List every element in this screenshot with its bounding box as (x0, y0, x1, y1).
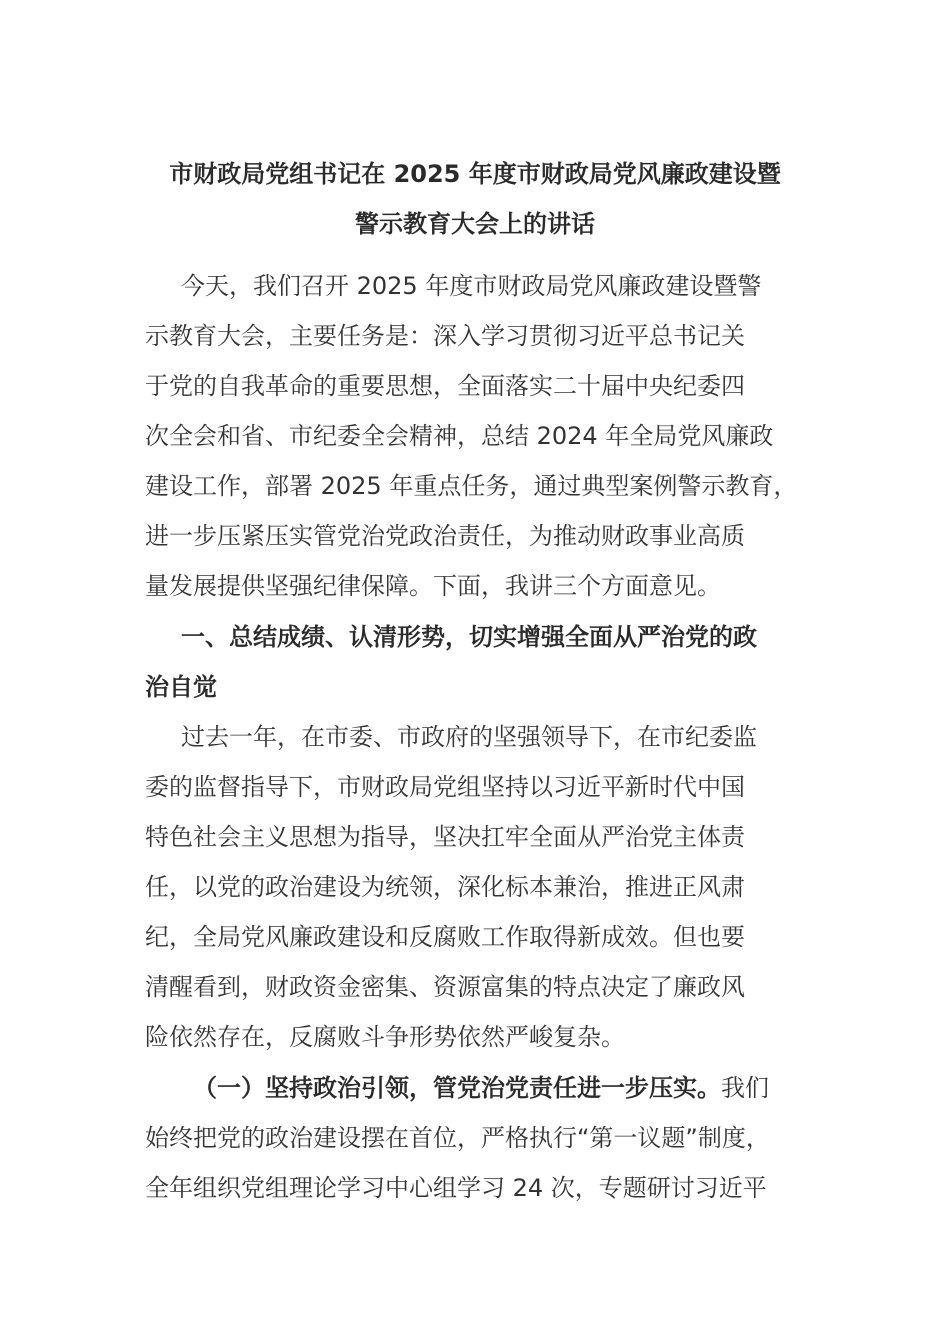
paragraph-2-line: 委的监督指导下，市财政局党组坚持以习近平新时代中国 (145, 773, 745, 801)
paragraph-1-line: 今天，我们召开 2025 年度市财政局党风廉政建设暨警 (181, 272, 762, 300)
paragraph-2-line: 特色社会主义思想为指导，坚决扛牢全面从严治党主体责 (145, 823, 745, 851)
paragraph-2-line: 纪，全局党风廉政建设和反腐败工作取得新成效。但也要 (145, 923, 745, 951)
paragraph-1-line: 量发展提供坚强纪律保障。下面，我讲三个方面意见。 (145, 572, 721, 600)
paragraph-2-line: 任，以党的政治建设为统领，深化标本兼治，推进正风肃 (145, 873, 745, 901)
paragraph-1-line: 建设工作，部署 2025 年重点任务，通过典型案例警示教育， (145, 472, 798, 500)
paragraph-1-line: 于党的自我革命的重要思想，全面落实二十届中央纪委四 (145, 372, 745, 400)
document-title-line-2: 警示教育大会上的讲话 (355, 210, 595, 238)
paragraph-1-line: 示教育大会，主要任务是：深入学习贯彻习近平总书记关 (145, 322, 745, 350)
document-title-line-1: 市财政局党组书记在 2025 年度市财政局党风廉政建设暨 (169, 160, 781, 188)
paragraph-2-line: 清醒看到，财政资金密集、资源富集的特点决定了廉政风 (145, 973, 745, 1001)
paragraph-3-line: 始终把党的政治建设摆在首位，严格执行“第一议题”制度， (145, 1124, 770, 1152)
paragraph-3-lead-text: 我们 (721, 1074, 769, 1102)
section-heading-line: 一、总结成绩、认清形势，切实增强全面从严治党的政 (181, 623, 757, 651)
paragraph-3-line: 全年组织党组理论学习中心组学习 24 次，专题研讨习近平 (145, 1174, 767, 1202)
paragraph-2-line: 过去一年，在市委、市政府的坚强领导下，在市纪委监 (181, 723, 757, 751)
subsection-heading: （一）坚持政治引领，管党治党责任进一步压实。 (193, 1074, 721, 1102)
section-heading-line: 治自觉 (145, 673, 217, 701)
paragraph-1-line: 进一步压紧压实管党治党政治责任，为推动财政事业高质 (145, 522, 745, 550)
paragraph-3-first-line (193, 1072, 769, 1104)
paragraph-2-line: 险依然存在，反腐败斗争形势依然严峻复杂。 (145, 1023, 625, 1051)
paragraph-1-line: 次全会和省、市纪委全会精神，总结 2024 年全局党风廉政 (145, 422, 774, 450)
